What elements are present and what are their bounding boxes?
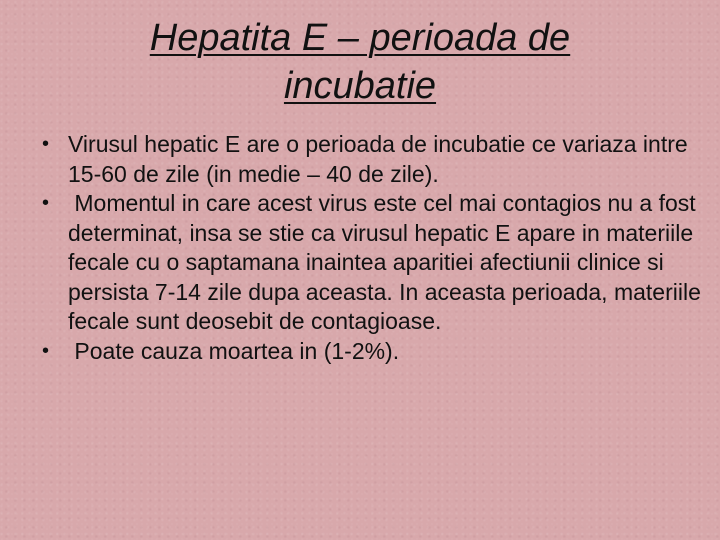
bullet-dot-icon: •: [42, 339, 50, 362]
bullet-dot-icon: •: [42, 133, 50, 155]
bullet-dot-icon: •: [42, 192, 50, 214]
bullet-text: Poate cauza moartea in (1-2%).: [68, 337, 400, 364]
bullet-text: Momentul in care acest virus este cel mai contagios nu a fost determinat, insa se stie ca virusul hepatic E apare in materiile fecale cu o saptamana inaintea aparitiei afectiunii clinice si persista 7-14 zile dupa aceasta. In aceasta perioada, materiile fecale sunt deosebit de contagioase.: [68, 190, 708, 334]
title-line-2: incubatie: [283, 65, 437, 107]
bullet-list: [42, 130, 708, 366]
slide-title: [60, 14, 660, 110]
bullet-text: Virusul hepatic E are o perioada de incubatie ce variaza intre 15-60 de zile (in medie – 40 de zile).: [68, 131, 688, 187]
bullet-item-incubation: [42, 130, 702, 189]
title-line-1: Hepatita E – perioada de: [149, 17, 571, 59]
bullet-item-contagion: [42, 189, 708, 337]
bullet-item-mortality: [42, 337, 702, 367]
